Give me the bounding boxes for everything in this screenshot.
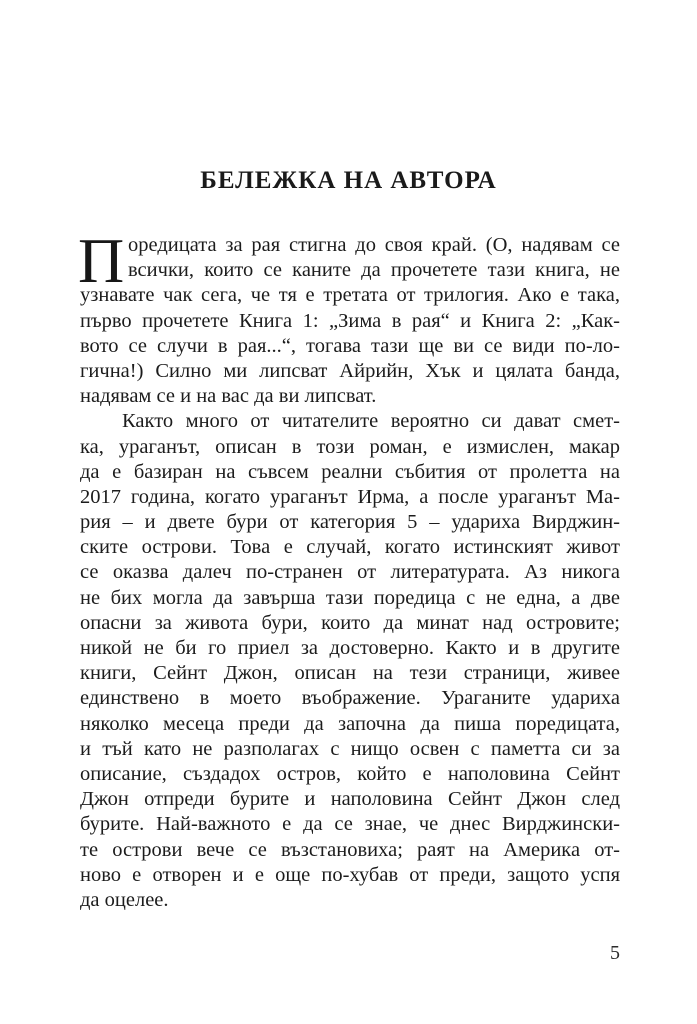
text-line: опасни за живота бури, които да минат над островите; bbox=[80, 611, 620, 634]
paragraph bbox=[80, 409, 620, 913]
text-line: всички, които се каните да прочетете тази книга, не bbox=[128, 259, 620, 282]
body-text bbox=[78, 225, 620, 913]
text-line: бурите. Най-важното е да се знае, че днес Вирджински- bbox=[80, 813, 620, 836]
text-line: да е базиран на съвсем реални събития от пролетта на bbox=[80, 460, 620, 483]
text-line: да оцелее. bbox=[80, 888, 169, 911]
paragraph bbox=[78, 225, 620, 409]
text-line: те острови вече се възстановиха; раят на Америка от- bbox=[80, 838, 620, 861]
text-line: Джон отпреди бурите и наполовина Сейнт Джон след bbox=[80, 788, 620, 811]
text-line: узнавате чак сега, че тя е третата от трилогия. Ако е така, bbox=[80, 284, 620, 307]
drop-cap: П bbox=[78, 225, 125, 296]
page-title: БЕЛЕЖКА НА АВТОРА bbox=[200, 166, 497, 194]
text-line: гична!) Силно ми липсват Айрийн, Хък и цялата банда, bbox=[80, 359, 620, 382]
text-line: и тъй като не разполагах с нищо освен с паметта си за bbox=[80, 737, 620, 760]
text-line: вото се случи в рая...“, тогава тази ще ви се види по-ло- bbox=[80, 334, 620, 357]
text-line: Както много от читателите вероятно си дават смет- bbox=[122, 410, 620, 433]
text-line: 2017 година, когато ураганът Ирма, а после ураганът Ма- bbox=[80, 485, 620, 508]
text-line: рия – и двете бури от категория 5 – удариха Вирджин- bbox=[80, 511, 620, 534]
text-line: ново е отворен и е още по-хубав от преди, защото успя bbox=[80, 863, 620, 886]
text-line: първо прочетете Книга 1: „Зима в рая“ и Книга 2: „Как- bbox=[80, 309, 620, 332]
text-line: няколко месеца преди да започна да пиша поредицата, bbox=[80, 712, 620, 735]
text-line: ските острови. Това е случай, когато истинският живот bbox=[80, 536, 620, 559]
text-line: надявам се и на вас да ви липсват. bbox=[80, 385, 377, 408]
text-line: описание, създадох остров, който е наполовина Сейнт bbox=[80, 762, 620, 785]
text-line: единствено в моето въображение. Ураганите удариха bbox=[80, 687, 620, 710]
text-line: оредицата за рая стигна до своя край. (О, надявам се bbox=[128, 234, 620, 256]
text-line: се оказва далеч по-странен от литературата. Аз никога bbox=[80, 561, 620, 584]
page-number: 5 bbox=[610, 942, 620, 964]
text-line: книги, Сейнт Джон, описан на тези страници, живее bbox=[80, 662, 620, 685]
text-line: не бих могла да завърша тази поредица с не една, а две bbox=[80, 586, 620, 609]
text-line: ка, ураганът, описан в този роман, е измислен, макар bbox=[80, 435, 620, 458]
text-line: никой не би го приел за достоверно. Както и в другите bbox=[80, 637, 620, 659]
